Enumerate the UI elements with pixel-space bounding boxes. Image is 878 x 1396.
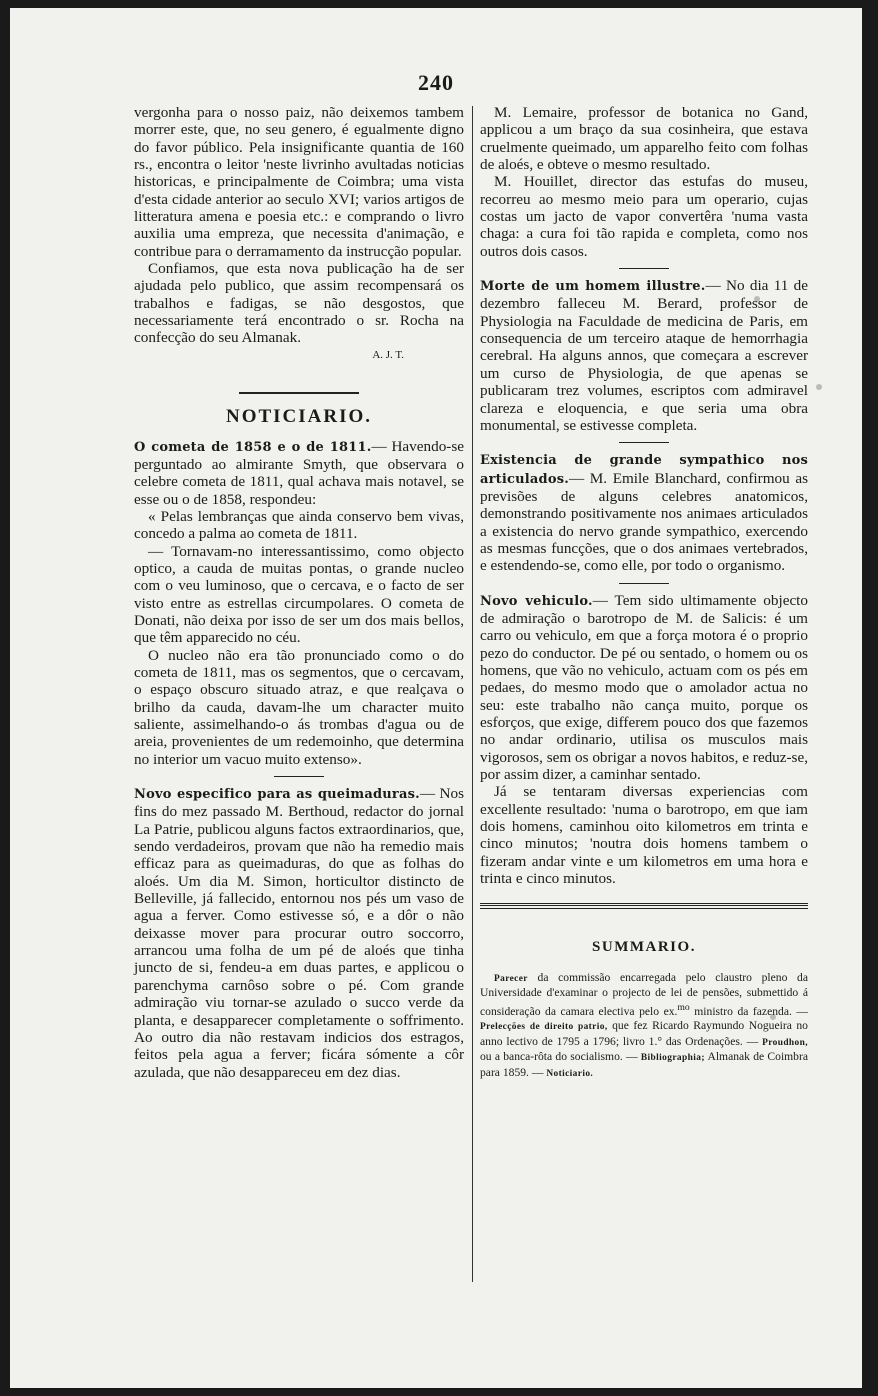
article-sympathico — [480, 451, 808, 574]
article-paragraph: M. Houillet, director das estufas do museu, recorreu ao mesmo meio para um operario, cujas costas um jacto de vapor convertêra 'numa vasta chaga: a cura foi tão rapida e completa, como nos outros dois casos. — [480, 173, 808, 260]
article-veiculo — [480, 592, 808, 784]
article-text: — Nos fins do mez passado M. Berthoud, redactor do jornal La Patrie, publicou alguns factos extraordinarios, que, sendo verdadeiros, provam que não ha remedio mais efficaz para as queimaduras, do que as folhas do aloés. Um dia M. Simon, horticultor distincto de Belleville, já fallecido, entornou nos pés um vaso de agua a ferver. Como estivesse só, e a dôr o não deixasse mover para procurar outro soccorro, arrancou uma folha de um pé de aloés que tinha juncto de si, fendeu-a em duas partes, e applicou o parenchyma carnôso sobre o pé. Com grande admiração viu tornar-se azulado o succo verde da planta, e desapparecer completamente o soffrimento. Ao outro dia não restavam indicios dos estragos, feitos pela agua a ferver; ficára sómente a côr azulada, que não desappareceu em dez dias. — [134, 785, 464, 1081]
summary-text: Parecer da commissão encarregada pelo claustro pleno da Universidade d'examinar o projecto de lei de pensões, submettido á consideração da camara electiva pelo ex.$^{mo}$ ministro da fazenda. — Prelecções de direito patrio, que fez Ricardo Raymundo Nogueira no anno lectivo de 1795 a 1796; livro 1.° das Ordenações. — Proudhon, ou a banca-rôta do socialismo. — Bibliographia; Almanak de Coimbra para 1859. — Noticiario. — [480, 970, 808, 1079]
article-cometa — [134, 438, 464, 508]
article-rule — [619, 583, 669, 584]
intro-paragraph: Confiamos, que esta nova publicação ha de ser ajudada pelo publico, que assim recompensará os trabalhos e fadigas, se não desgostos, que necessariamente terá encontrado o sr. Rocha na confecção do seu Almanak. — [134, 260, 464, 347]
article-paragraph: — Tornavam-no interessantissimo, como objecto optico, a cauda de muitas pontas, o grande nucleo com o veu luminoso, que o cercava, e o facto de ser visto entre as estrellas circumpolares. O cometa de Donati, não deixa por isso de ser um dos mais bellos, que têm apparecido no céu. — [134, 542, 464, 647]
article-paragraph: « Pelas lembranças que ainda conservo bem vivas, concedo a palma ao cometa de 1811. — [134, 507, 464, 543]
summary-rule — [480, 903, 808, 909]
summary-title: SUMMARIO. — [592, 939, 696, 956]
article-text: — Havendo-se perguntado ao almirante Smyth, que observara o celebre cometa de 1811, qual achava mais notavel, se esse ou o de 1858, respondeu: — [134, 437, 464, 508]
article-text: — M. Emile Blanchard, confirmou as previsões de alguns celebres anatomicos, demonstrando positivamente nos animaes articulados a existencia do nervo grande sympathico, exercendo as mesmas funcções, que o dos animaes vertebrados, e estendendo-se, como elle, por todo o organismo. — [480, 469, 808, 575]
article-rule — [274, 776, 324, 777]
article-title: O cometa de 1858 e o de 1811. — [134, 439, 372, 455]
article-text: — No dia 11 de dezembro falleceu M. Berard, professor de Physiologia na Faculdade de medicina de Paris, em consequencia de um terceiro ataque de hemorrhagia cerebral. Ha alguns annos, que começara a escrever um curso de Physiologia, de que apenas se publicaram trez volumes, escriptos com admiravel clareza e eloquencia, e que seria uma obra monumental, se estivesse completa. — [480, 277, 809, 434]
article-paragraph: Já se tentaram diversas experiencias com excellente resultado: 'numa o barotropo, em que iam dois homens, caminhou oito kilometros em trinta e cinco minutos; 'noutra dois homens tambem o fizeram andar vinte e um kilometros em uma hora e trinta e cinco minutos. — [480, 783, 808, 888]
article-paragraph: M. Lemaire, professor de botanica no Gand, applicou a um braço da sua cosinheira, que estava cruelmente queimado, um apparelho feito com folhas de aloés, e obteve o mesmo resultado. — [480, 104, 808, 174]
section-rule — [239, 392, 359, 394]
article-title: Morte de um homem illustre. — [480, 279, 706, 295]
article-paragraph: O nucleo não era tão pronunciado como o do cometa de 1811, mas os segmentos, que o cercavam, o espaço obscuro situado atraz, e que realçava o brilho da cauda, davam-lhe um character muito saliente, assimelhando-o ás trombas d'agua ou de areia, provenientes de um redemoinho, que determina no interior um vacuo muito extenso». — [134, 646, 464, 768]
left-column — [134, 104, 464, 1081]
article-rule — [619, 442, 669, 443]
newspaper-page — [10, 8, 862, 1388]
column-divider — [472, 106, 473, 1282]
right-column — [480, 104, 808, 1081]
intro-paragraph: vergonha para o nosso paiz, não deixemos tambem morrer este, que, no seu genero, é egualmente digno do favor público. Pela insignificante quantia de 160 rs., encontra o leitor 'neste livrinho avultadas noticias historicas, e principalmente de Coimbra; uma vista d'esta cidade anterior ao seculo XVI; varios artigos de litteratura amena e poesia etc.: e comprando o livro auxilia uma empreza, que necessita d'animação, e contribue para o derramamento da instrucção popular. — [134, 104, 464, 260]
article-title: Existencia de grande sympathico nos articulados. — [480, 453, 808, 487]
article-title: Novo vehiculo. — [480, 593, 593, 609]
article-morte — [480, 277, 808, 434]
article-title: Novo especifico para as queimaduras. — [134, 787, 420, 803]
page-number: 240 — [418, 70, 454, 95]
article-especifico — [134, 785, 464, 1081]
section-heading: NOTICIARIO. — [225, 406, 373, 428]
article-text: — Tem sido ultimamente objecto de admiração o barotropo de M. de Salicis: é um carro ou vehiculo, em que a força motora é o proprio pezo do conductor. De pé ou sentado, o homem ou os homens, que vão no vehiculo, actuam com os pés em pedaes, do mesmo modo que o amolador actua no seu: este trabalho não cança muito, porque os esforços, que exige, differem pouco dos que fazemos no andar ordinario, utilisa os musculos mais vigorosos, sem os obrigar a novos habitos, e reduz-se, por assim dizer, a caminhar sentado. — [480, 591, 808, 784]
signature: A. J. T. — [372, 348, 404, 361]
article-rule — [619, 268, 669, 269]
